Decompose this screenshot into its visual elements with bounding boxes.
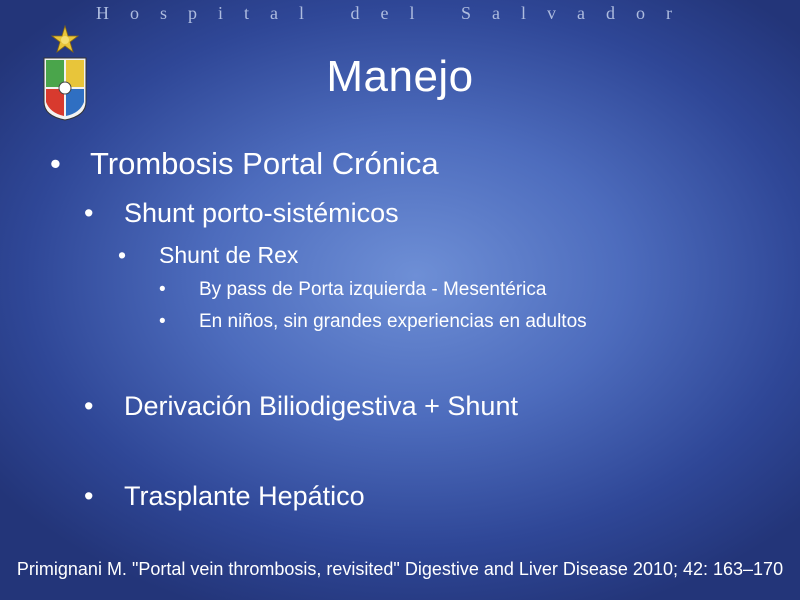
bullet-text: By pass de Porta izquierda - Mesentérica [199,279,547,300]
bullet-marker: • [84,481,94,511]
bullet-marker: • [159,311,166,332]
bullet-shunt-porto-sistemicos [84,198,399,229]
bullet-marker: • [159,279,166,300]
bullet-trombosis-portal-cronica [50,146,439,182]
slide-title: Manejo [326,52,474,101]
bullet-en-ninos [159,311,587,333]
bullet-marker: • [50,146,61,181]
bullet-text: Derivación Biliodigestiva + Shunt [124,391,518,421]
bullet-text: Trombosis Portal Crónica [90,146,439,181]
bullet-marker: • [84,391,94,421]
bullet-text: Shunt porto-sistémicos [124,198,399,228]
bullet-marker: • [118,242,127,268]
bullet-marker: • [84,198,94,228]
bullet-by-pass-porta [159,279,546,301]
bullet-shunt-de-rex [118,242,298,269]
bullet-text: En niños, sin grandes experiencias en adultos [199,311,587,332]
hospital-banner: Hospital del Salvador [96,2,693,23]
citation-reference: Primignani M. "Portal vein thrombosis, revisited" Digestive and Liver Disease 2010; 42: 163–170 [16,559,784,579]
bullet-text: Trasplante Hepático [124,481,365,511]
bullet-trasplante-hepatico [84,481,365,512]
bullet-derivacion-biliodigestiva [84,391,518,422]
bullet-text: Shunt de Rex [159,242,299,268]
